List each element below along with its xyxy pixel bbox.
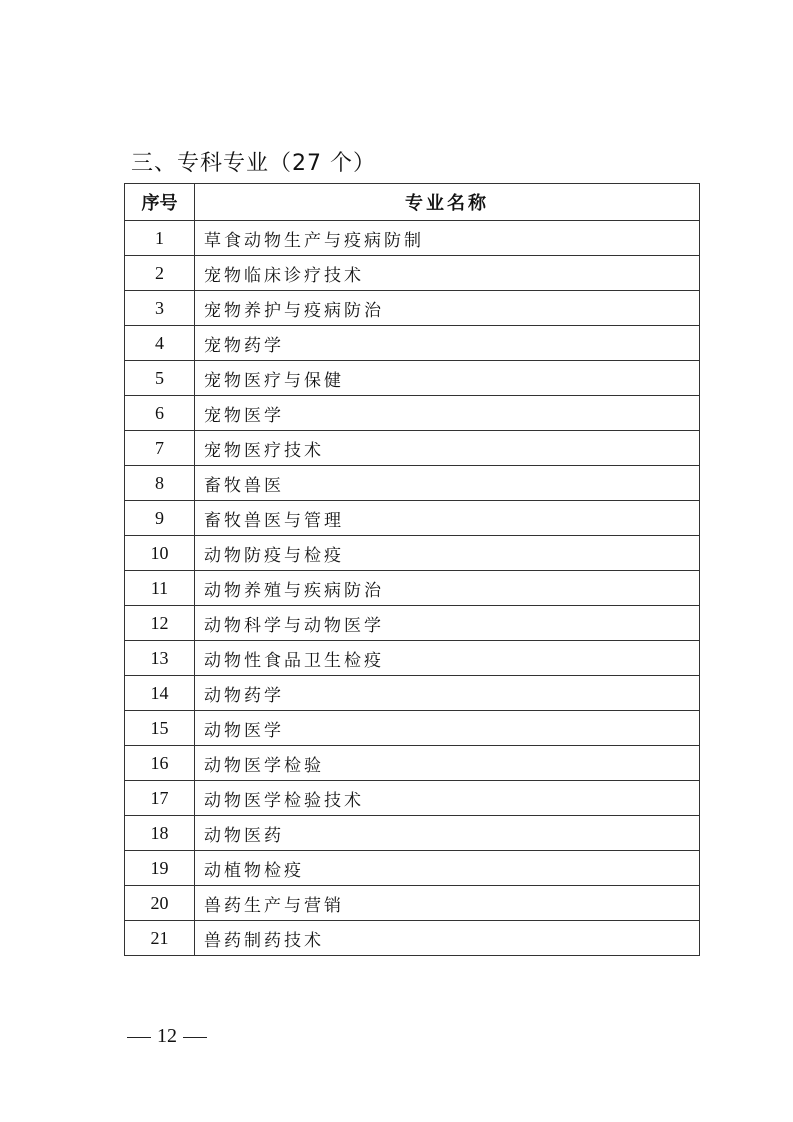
row-number: 12 [125, 606, 195, 641]
page-number: 12 [157, 1025, 177, 1047]
row-number: 18 [125, 816, 195, 851]
major-name: 兽药制药技术 [195, 921, 700, 956]
major-name: 动物养殖与疾病防治 [195, 571, 700, 606]
row-number: 11 [125, 571, 195, 606]
header-number: 序号 [125, 184, 195, 221]
footer-dash-left [127, 1037, 151, 1038]
row-number: 13 [125, 641, 195, 676]
row-number: 21 [125, 921, 195, 956]
major-name: 畜牧兽医与管理 [195, 501, 700, 536]
major-name: 动物医药 [195, 816, 700, 851]
table-row [125, 851, 700, 886]
major-name: 草食动物生产与疫病防制 [195, 221, 700, 256]
table-row [125, 466, 700, 501]
row-number: 8 [125, 466, 195, 501]
table-row [125, 676, 700, 711]
row-number: 7 [125, 431, 195, 466]
majors-table-body [125, 221, 700, 956]
footer-dash-right [183, 1037, 207, 1038]
table-row [125, 396, 700, 431]
table-row [125, 361, 700, 396]
row-number: 6 [125, 396, 195, 431]
major-name: 宠物医疗与保健 [195, 361, 700, 396]
table-row [125, 291, 700, 326]
major-name: 宠物医疗技术 [195, 431, 700, 466]
row-number: 14 [125, 676, 195, 711]
row-number: 1 [125, 221, 195, 256]
table-header-row [125, 184, 700, 221]
row-number: 3 [125, 291, 195, 326]
table-row [125, 571, 700, 606]
table-row [125, 746, 700, 781]
table-row [125, 816, 700, 851]
table-row [125, 536, 700, 571]
table-row [125, 501, 700, 536]
row-number: 9 [125, 501, 195, 536]
row-number: 2 [125, 256, 195, 291]
table-row [125, 326, 700, 361]
major-name: 宠物养护与疫病防治 [195, 291, 700, 326]
row-number: 5 [125, 361, 195, 396]
major-name: 动物防疫与检疫 [195, 536, 700, 571]
table-row [125, 221, 700, 256]
major-name: 动物性食品卫生检疫 [195, 641, 700, 676]
major-name: 兽药生产与营销 [195, 886, 700, 921]
major-name: 宠物药学 [195, 326, 700, 361]
major-name: 动物医学检验技术 [195, 781, 700, 816]
major-name: 动物医学检验 [195, 746, 700, 781]
row-number: 10 [125, 536, 195, 571]
major-name: 动物药学 [195, 676, 700, 711]
page-footer [121, 1025, 213, 1048]
table-row [125, 711, 700, 746]
section-heading: 三、专科专业（27 个） [131, 151, 376, 176]
table-row [125, 431, 700, 466]
row-number: 19 [125, 851, 195, 886]
table-row [125, 256, 700, 291]
row-number: 16 [125, 746, 195, 781]
major-name: 动植物检疫 [195, 851, 700, 886]
table-row [125, 921, 700, 956]
table-row [125, 606, 700, 641]
major-name: 动物医学 [195, 711, 700, 746]
table-row [125, 886, 700, 921]
major-name: 畜牧兽医 [195, 466, 700, 501]
major-name: 动物科学与动物医学 [195, 606, 700, 641]
row-number: 4 [125, 326, 195, 361]
row-number: 17 [125, 781, 195, 816]
table-row [125, 781, 700, 816]
major-name: 宠物医学 [195, 396, 700, 431]
row-number: 20 [125, 886, 195, 921]
row-number: 15 [125, 711, 195, 746]
major-name: 宠物临床诊疗技术 [195, 256, 700, 291]
majors-table [124, 183, 700, 956]
header-major-name: 专业名称 [195, 184, 700, 221]
table-row [125, 641, 700, 676]
